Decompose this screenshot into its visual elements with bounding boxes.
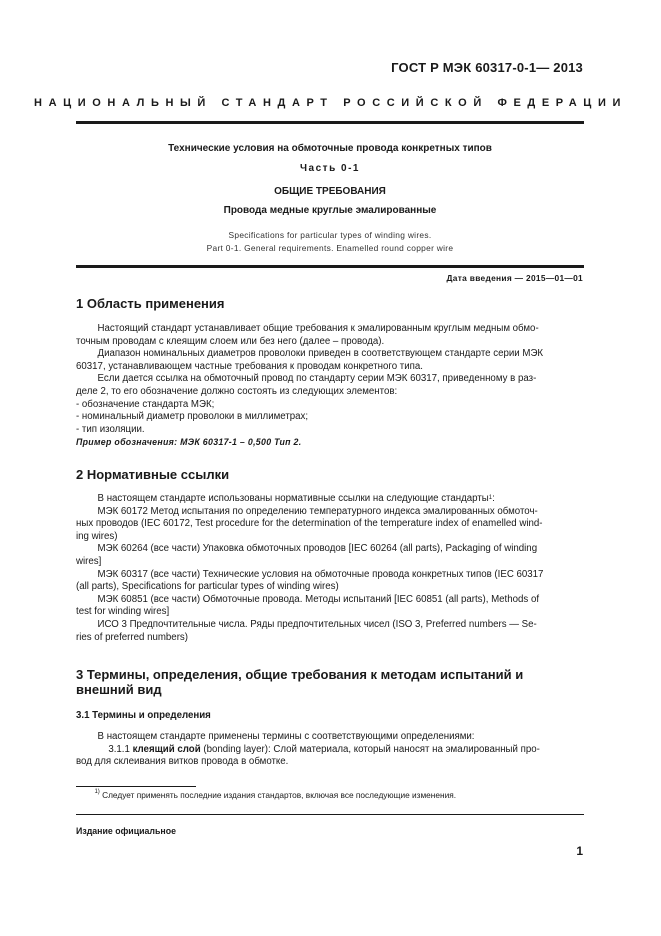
footnote-divider xyxy=(76,786,196,787)
divider-title xyxy=(76,265,584,268)
page-number: 1 xyxy=(576,844,583,858)
section-1-heading: 1 Область применения xyxy=(76,296,225,311)
section-1-body: Настоящий стандарт устанавливает общие требования к эмалированным круглым медным обмо- точным проводам с клеящим слоем или без него (далее – провода). Диапазон номинальных диаметров проволоки приведен в соответствующем стандарте серии МЭК 60317, устанавливающем частные требования к проводам конкретного типа. Если дается ссылка на обмоточный провод по стандарту серии МЭК 60317, приведенному в раз- деле 2, то его обозначение должно состоять из следующих элементов: - обозначение стандарта МЭК; - номинальный диаметр проволоки в миллиметрах; - тип изоляции. Пример обозначения: МЭК 60317-1 – 0,500 Тип 2. xyxy=(76,323,584,449)
subsection-3-1-heading: 3.1 Термины и определения xyxy=(76,710,211,721)
effective-date: Дата введения — 2015—01—01 xyxy=(446,273,583,283)
english-title: Specifications for particular types of winding wires. Part 0-1. General requirements. Enamelled round copper wire xyxy=(206,230,454,253)
official-edition-label: Издание официальное xyxy=(76,826,176,836)
section-3-body: В настоящем стандарте применены термины с соответствующими определениями: 3.1.1 клеящий слой (bonding layer): Слой материала, который наносят на эмалированный про- вод для склеивания витков провода в обмотке. xyxy=(76,731,540,768)
general-requirements-title: ОБЩИЕ ТРЕБОВАНИЯ xyxy=(274,186,386,197)
national-standard-banner: НАЦИОНАЛЬНЫЙ СТАНДАРТ РОССИЙСКОЙ ФЕДЕРАЦИИ xyxy=(34,97,627,109)
title-line: Технические условия на обмоточные провода конкретных типов xyxy=(168,143,492,154)
divider-top xyxy=(76,121,584,124)
part-label: Часть 0-1 xyxy=(300,163,360,174)
section-2-heading: 2 Нормативные ссылки xyxy=(76,467,230,482)
footer-divider xyxy=(76,814,584,815)
document-code: ГОСТ Р МЭК 60317-0-1— 2013 xyxy=(391,60,583,75)
footnote-ref: 1 xyxy=(488,495,493,501)
subtitle: Провода медные круглые эмалированные xyxy=(223,205,437,216)
footnote: $^{1)}$ Следует применять последние издания стандартов, включая все последующие изменения. xyxy=(94,789,456,800)
section-2-body: В настоящем стандарте использованы нормативные ссылки на следующие стандарты$^1$: МЭК 60172 Метод испытания по определению температурного индекса эмалированных обмоточ- ных проводов (IEC 60172, Test procedure for the determination of the temperature index of enamelled wind- ing wires) МЭК 60264 (все части) Упаковка обмоточных проводов [IEC 60264 (all parts), Packaging of winding wires] МЭК 60317 (все части) Технические условия на обмоточные провода конкретных типов (IEC 60317 (all parts), Specifications for particular types of winding wires) МЭК 60851 (все части) Обмоточные провода. Методы испытаний [IEC 60851 (all parts), Methods of test for winding wires] ИСО 3 Предпочтительные числа. Ряды предпочтительных чисел (ISO 3, Preferred numbers — Se- ries of preferred numbers) xyxy=(76,493,544,643)
section-3-heading: 3 Термины, определения, общие требования к методам испытаний и внешний вид xyxy=(76,667,524,697)
term-bonding-layer: клеящий слой xyxy=(132,743,201,755)
designation-example: Пример обозначения: МЭК 60317-1 – 0,500 Тип 2. xyxy=(76,437,302,448)
